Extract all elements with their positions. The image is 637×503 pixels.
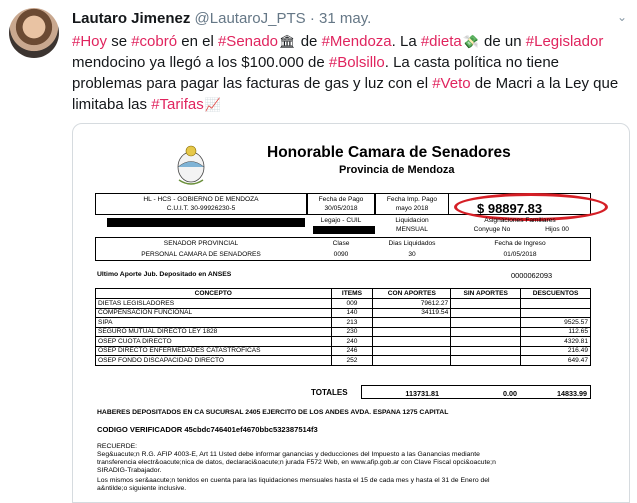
employer-line2: C.U.I.T. 30-99926230-5 (166, 205, 236, 212)
table-cell: DIETAS LEGISLADORES (96, 299, 332, 309)
hashtag-link[interactable]: #Tarifas (151, 96, 204, 113)
dias-label: Dias Liquidados (388, 240, 436, 247)
tweet-text (72, 31, 627, 115)
attached-image[interactable] (72, 123, 630, 503)
ultimo-aporte: Ultimo Aporte Jub. Depositado en ANSES (97, 271, 232, 278)
fecha-pago-label: Fecha de Pago (318, 196, 364, 203)
total-con-aportes: 113731.81 (405, 389, 439, 398)
table-cell (373, 318, 451, 328)
author-handle[interactable]: @LautaroJ_PTS (194, 10, 306, 27)
hashtag-link[interactable]: #Bolsillo (328, 54, 385, 71)
table-cell: 4329.81 (521, 337, 591, 347)
tweet-text-segment: mendocino ya llegó a los $100.000 de (72, 54, 329, 71)
table-cell: 140 (331, 308, 373, 318)
note-line: Los mismos ser&aacute;n tenidos en cuenta para las liquidaciones mensuales hasta el 15 de cada mes y hasta el 31 de Enero del (97, 477, 490, 484)
table-cell: 79612.27 (373, 299, 451, 309)
hashtag-link[interactable]: #cobró (131, 33, 178, 50)
table-cell (373, 337, 451, 347)
liquidacion-label: Liquidacion (395, 217, 429, 224)
emoji-icon: 📈 (204, 97, 221, 112)
table-cell: SEGURO MUTUAL DIRECTO LEY 1828 (96, 327, 332, 337)
column-header: CON APORTES (373, 289, 451, 299)
redaction-bar (313, 226, 375, 234)
table-cell: 252 (331, 356, 373, 366)
hashtag-link[interactable]: #dieta (420, 33, 462, 50)
column-header: ITEMS (331, 289, 373, 299)
mendoza-seal-icon (173, 142, 209, 186)
hashtag-link[interactable]: #Legislador (525, 33, 604, 50)
table-cell: COMPENSACION FUNCIONAL (96, 308, 332, 318)
table-cell (451, 337, 521, 347)
table-cell: SIPA (96, 318, 332, 328)
fecha-pago: 30/05/2018 (324, 205, 358, 212)
personal: PERSONAL CAMARA DE SENADORES (141, 251, 261, 258)
table-cell: OSEP CUOTA DIRECTO (96, 337, 332, 347)
table-row (96, 318, 591, 328)
table-cell: 213 (331, 318, 373, 328)
table-cell: OSEP FONDO DISCAPACIDAD DIRECTO (96, 356, 332, 366)
table-cell: 9525.57 (521, 318, 591, 328)
note-line: SIRADIG-Trabajador. (97, 467, 162, 474)
clase-label: Clase (332, 240, 350, 247)
table-cell (451, 308, 521, 318)
note-line: Seg&uacute;n R.G. AFIP 4003-E, Art 11 Usted debe informar ganancias y deducciones del Impuesto a las Ganancias mediante (97, 451, 480, 458)
column-header: SIN APORTES (451, 289, 521, 299)
ingreso-label: Fecha de Ingreso (494, 240, 546, 247)
table-cell (451, 356, 521, 366)
document-subtitle: Provincia de Mendoza (339, 164, 455, 176)
employer-line1: HL - HCS - GOBIERNO DE MENDOZA (143, 196, 259, 203)
redaction-bar (107, 218, 305, 227)
table-cell (521, 299, 591, 309)
pay-slip-document (87, 130, 619, 503)
table-cell (451, 346, 521, 356)
table-cell (521, 308, 591, 318)
table-cell: 230 (331, 327, 373, 337)
conyuge-label: Conyuge No (473, 226, 511, 233)
hijos-label: Hijos 00 (545, 226, 569, 233)
table-cell: 240 (331, 337, 373, 347)
asignaciones-label: Asignaciones Familiares (484, 217, 556, 224)
avatar[interactable] (9, 8, 59, 58)
concepts-table (95, 288, 591, 366)
fecha-imp: mayo 2018 (395, 205, 429, 212)
table-cell (373, 346, 451, 356)
net-amount: $ 98897.83 (477, 201, 543, 216)
emoji-icon: 💸 (462, 34, 479, 49)
ingreso: 01/05/2018 (503, 251, 537, 258)
tweet-text-segment: . La casta política no tiene problemas para pagar las facturas de gas y luz con el (72, 54, 560, 92)
document-title: Honorable Camara de Senadores (267, 144, 511, 161)
hashtag-link[interactable]: #Mendoza (321, 33, 392, 50)
dias: 30 (408, 251, 416, 258)
totals-label: TOTALES (311, 388, 348, 397)
tweet-date[interactable]: · 31 may. (309, 10, 372, 27)
chevron-down-icon[interactable]: ⌄ (616, 10, 627, 24)
table-row (96, 356, 591, 366)
table-cell (451, 318, 521, 328)
note-line: transferencia electr&oacute;nica de datos, declaraci&oacute;n jurada F572 Web, en www.afip.gob.ar con Clave Fiscal opci&oacute;n (97, 459, 496, 466)
codigo-verificador: CODIGO VERIFICADOR 45cbdc746401ef4670bbc532387514f3 (97, 425, 318, 434)
tweet-text-segment: en el (177, 33, 218, 50)
clase: 0090 (333, 251, 349, 258)
table-cell: 246 (331, 346, 373, 356)
table-cell: 009 (331, 299, 373, 309)
column-header: DESCUENTOS (521, 289, 591, 299)
legajo-label: Legajo - CUIL (320, 217, 362, 224)
table-row (96, 327, 591, 337)
table-cell: OSEP DIRECTO ENFERMEDADES CATASTROFICAS (96, 346, 332, 356)
haberes-line: HABERES DEPOSITADOS EN CA SUCURSAL 2405 EJERCITO DE LOS ANDES AVDA. ESPANA 1275 CAPITAL (97, 409, 449, 416)
total-sin-aportes: 0.00 (503, 389, 517, 398)
aporte-number: 0000062093 (511, 271, 553, 280)
note-line: a&ntilde;o siguiente inclusive. (97, 485, 187, 492)
tweet-text-segment: de un (479, 33, 526, 50)
emoji-icon: 🏛 (279, 34, 296, 49)
table-row (96, 299, 591, 309)
tweet-text-segment: de Macri a la Ley que limitaba las (72, 75, 619, 113)
table-row (96, 337, 591, 347)
recuerde-label: RECUERDE: (97, 443, 138, 450)
hashtag-link[interactable]: #Veto (432, 75, 471, 92)
tweet-text-segment: . La (391, 33, 421, 50)
table-cell (451, 299, 521, 309)
table-cell (373, 356, 451, 366)
table-row (96, 308, 591, 318)
tweet-text-segment: de (296, 33, 322, 50)
table-cell (451, 327, 521, 337)
tweet-header (72, 10, 371, 27)
table-cell (373, 327, 451, 337)
table-cell: 216.49 (521, 346, 591, 356)
fecha-imp-label: Fecha Imp. Pago (386, 196, 438, 203)
tweet-text-segment: se (107, 33, 132, 50)
table-cell: 112.65 (521, 327, 591, 337)
liquidacion: MENSUAL (396, 226, 428, 233)
hashtag-link[interactable]: #Hoy (72, 33, 108, 50)
table-cell: 649.47 (521, 356, 591, 366)
hashtag-link[interactable]: #Senado (217, 33, 279, 50)
author-name[interactable]: Lautaro Jimenez (72, 10, 191, 27)
cargo: SENADOR PROVINCIAL (163, 240, 239, 247)
table-cell: 34119.54 (373, 308, 451, 318)
table-row (96, 346, 591, 356)
total-descuentos: 14833.99 (557, 389, 587, 398)
column-header: CONCEPTO (96, 289, 332, 299)
